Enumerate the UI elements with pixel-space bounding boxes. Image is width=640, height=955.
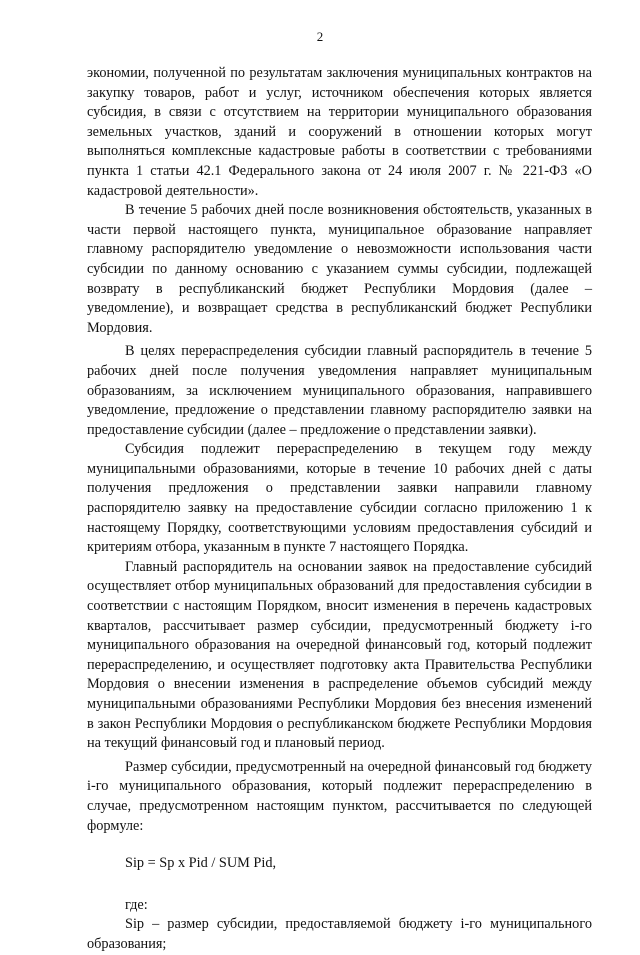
where-label: где:	[125, 896, 148, 913]
paragraph-notification: В течение 5 рабочих дней после возникновения обстоятельств, указанных в части первой настоящего пункта, муниципальное образование направляет главному распорядителю уведомление о невозможности использования части субсидии по данному основанию с указанием суммы субсидии, подлежащей возврату в республиканский бюджет Республики Мордовия (далее – уведомление), и возвращает средства в республиканский бюджет Республики Мордовия.	[87, 202, 592, 336]
paragraph-economy: экономии, полученной по результатам заключения муниципальных контрактов на закупку товаров, работ и услуг, источником обеспечения которых является субсидия, в связи с отсутствием на территории муниципального образования земельных участков, зданий и сооружений в отношении которых могут выполняться комплексные кадастровые работы в соответствии с требованиями пункта 1 статьи 42.1 Федерального закона от 24 июля 2007 г. № 221-ФЗ «О кадастровой деятельности».	[87, 65, 592, 199]
definition-sip: Sip – размер субсидии, предоставляемой бюджету i-го муниципального образования;	[87, 916, 592, 952]
paragraph-subsidy-redistribution: Субсидия подлежит перераспределению в текущем году между муниципальными образованиями, которые в течение 10 рабочих дней с даты получения предложения о представлении заявки направили главному распорядителю заявку на предоставление субсидии согласно приложению 1 к настоящему Порядку, соответствующими условиям предоставления субсидий и критериям отбора, указанным в пункте 7 настоящего Порядка.	[87, 441, 592, 556]
formula: Sip = Sp x Pid / SUM Pid,	[125, 855, 277, 872]
paragraph-subsidy-size: Размер субсидии, предусмотренный на очередной финансовый год бюджету i-го муниципального образования, который подлежит перераспределению в случае, предусмотренном настоящим пунктом, рассчитывается по следующей формуле:	[87, 758, 592, 834]
document-body	[87, 64, 592, 955]
paragraph-redistribution-offer: В целях перераспределения субсидии главный распорядитель в течение 5 рабочих дней после получения уведомления направляет муниципальным образованиям, за исключением муниципального образования, направившего уведомление, предложение о представлении главному распорядителю заявки на предоставление субсидии (далее – предложение о представлении заявки).	[87, 343, 592, 438]
page-number: 2	[316, 29, 324, 44]
paragraph-selection: Главный распорядитель на основании заявок на предоставление субсидий осуществляет отбор муниципальных образований для предоставления субсидии в соответствии с настоящим Порядком, вносит изменения в перечень кадастровых кварталов, рассчитывает размер субсидии, предусмотренный бюджету i-го муниципального образования на очередной финансовый год, который подлежит перераспределению, и осуществляет подготовку акта Правительства Республики Мордовия о внесении изменения в распределение объемов субсидий между муниципальными образованиями Республики Мордовия без внесения изменений в закон Республики Мордовия о республиканском бюджете Республики Мордовия на текущий финансовый год и плановый период.	[87, 558, 592, 752]
